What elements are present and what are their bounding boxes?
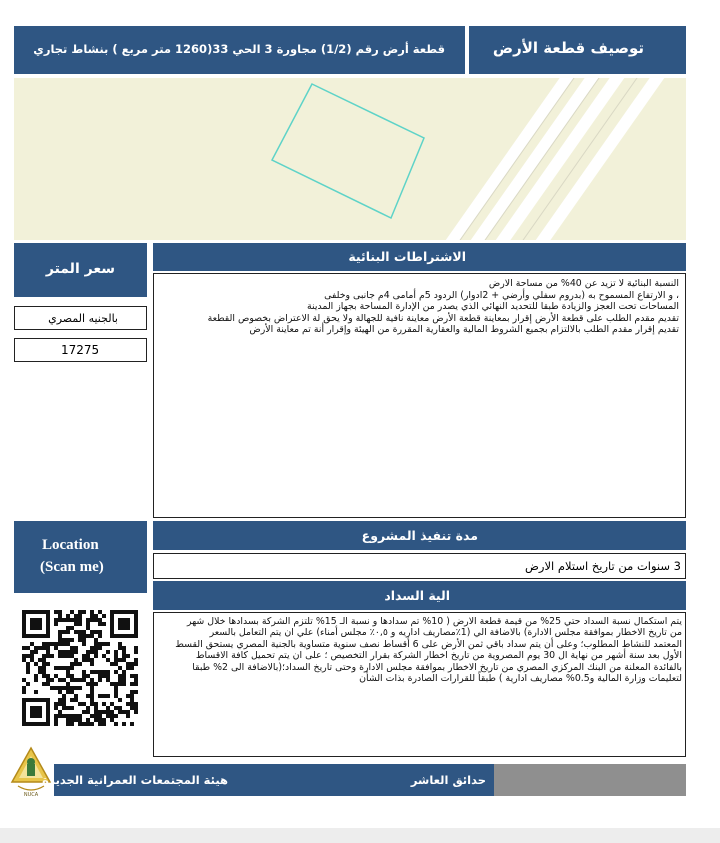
payment-line: المعتمد للنشاط المطلوب؛ وعلى أن يتم سداد باقي ثمن الأرض على 6 أقساط نصف سنوية متساوية بالجنية المصري يستحق القسط [175, 638, 682, 650]
payment-title: الية السداد [384, 588, 450, 603]
price-value: 17275 [61, 343, 100, 357]
page-title: توصيف قطعة الأرض [492, 39, 644, 57]
plot-outline [272, 84, 424, 218]
location-bar [14, 521, 147, 593]
qr-code-icon[interactable] [22, 610, 138, 726]
condition-line: ، و الارتفاع المسموح به (بدروم سفلي وأرضي + 2ادوار) الردود 5م أمامى 4م جانبى وخلفى [324, 289, 679, 301]
bottom-strip [0, 828, 720, 843]
plot-map [14, 78, 686, 240]
duration-value: 3 سنوات من تاريخ استلام الارض [525, 559, 681, 573]
payment-title-bar [153, 581, 686, 610]
plot-description-text: قطعة أرض رقم (1/2) مجاورة 3 الحي 33(1260 متر مربع ) بنشاط تجاري [33, 42, 445, 56]
currency-box [14, 306, 147, 330]
header-title-bar [469, 26, 686, 74]
payment-line: من تاريخ الاخطار بموافقة مجلس الادارة) بالاضافة الي (1٪مصاريف اداريه و ٠,٥٪ مجلس أمناء) علي ان يتم التعامل بالسعر [209, 627, 682, 639]
condition-line: تقديم إقرار مقدم الطلب بالالتزام بجميع الشروط المالية والعقارية المقررة من الهيئة وإقرار أنة تم معاينة الأرض [249, 324, 679, 336]
nuca-logo-icon [10, 746, 52, 798]
conditions-title: الاشتراطات البنائية [348, 249, 466, 264]
price-label-bar [14, 243, 147, 297]
payment-line: بالفائدة المعلنة من البنك المركزي المصري من تاريخ الاخطار بموافقة مجلس الادارة وحتى تاريخ السداد؛(بالاضافة الى 2% طبقا [192, 661, 682, 673]
conditions-title-bar [153, 243, 686, 271]
payment-line: الأول بعد سنة أشهر من نهاية ال 30 يوم المصروية من تاريخ اخطار الشركة بقرار التخصيص ؛ على ان يتم تحميل كافة الاقساط [195, 650, 682, 662]
authority-name: هيئة المجتمعات العمرانية الجديدة [42, 773, 228, 787]
price-value-box [14, 338, 147, 362]
duration-box [153, 553, 686, 579]
currency-text: بالجنيه المصري [48, 312, 118, 325]
footer-blue-bar [42, 764, 494, 796]
condition-line: النسبة البنائية لا تزيد عن 40% من مساحة الارض [488, 278, 679, 289]
map-drawing [14, 78, 686, 240]
payment-box [153, 612, 686, 757]
svg-text:NUCA: NUCA [23, 792, 39, 798]
payment-line: لتعليمات وزارة المالية و0.5% مصاريف ادارية ) طبقاً للقرارات الصادرة بذات الشأن [359, 673, 682, 685]
duration-title-bar [153, 521, 686, 550]
payment-line: يتم استكمال نسبة السداد حتي 25% من قيمة قطعة الارض ( 10% تم سدادها و نسبة الـ 15% تلتزم الشركة بسدادها خلال شهر [186, 616, 682, 627]
conditions-box [153, 273, 686, 518]
city-name: حدائق العاشر [410, 773, 486, 787]
plot-description-bar [14, 26, 465, 74]
price-label: سعر المتر [45, 261, 115, 277]
condition-line: تقديم مقدم الطلب على قطعة الأرض إقرار بمعاينة قطعة الأرض معاينة نافية للجهالة ولا يحق لة الاعتراض بخصوص القطعة [207, 312, 679, 324]
duration-title: مدة تنفيذ المشروع [361, 528, 478, 543]
location-label: Location [42, 537, 99, 553]
condition-line: المساحات تحت العجز والزيادة طبقا للتحديد النهائي الذي يصدر من الإدارة المساحة بجهاز المدينة [307, 301, 679, 313]
scan-me-label: (Scan me) [40, 559, 104, 575]
